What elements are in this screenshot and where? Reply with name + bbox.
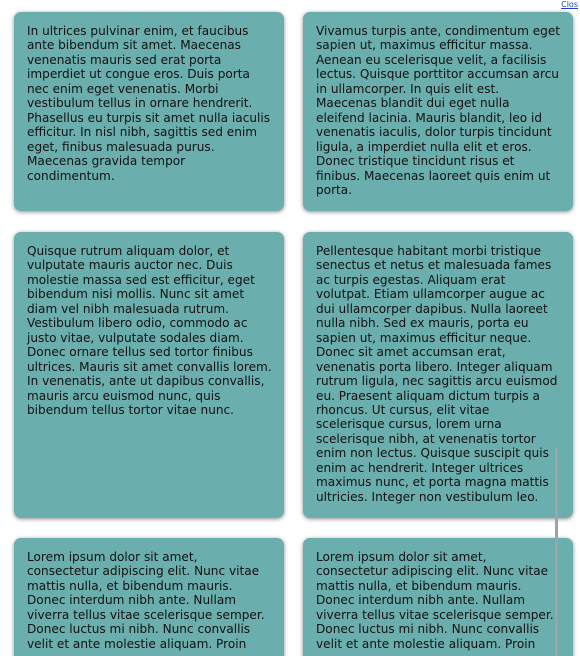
text-card <box>303 232 573 518</box>
card-text: Lorem ipsum dolor sit amet, consectetur adipiscing elit. Nunc vitae mattis nulla, et bibendum mauris. Donec interdum nibh ante. Nullam viverra tellus vitae scelerisque semper. Donec luctus mi nibh. Nunc convallis velit et ante molestie aliquam. Proin <box>316 550 554 651</box>
card-text: Quisque rutrum aliquam dolor, et vulputate mauris auctor nec. Duis molestie massa sed est efficitur, eget bibendum nisi mollis. Nunc sit amet diam vel nibh malesuada rutrum. Vestibulum libero odio, commodo ac justo vitae, vulputate sodales diam. Donec ornare tellus sed tortor finibus ultrices. Mauris sit amet convallis lorem. In venenatis, ante ut dapibus convallis, mauris arcu euismod nunc, quis bibendum tellus tortor vitae nunc. <box>27 244 272 417</box>
scrollbar[interactable] <box>555 448 558 656</box>
text-card <box>14 12 284 211</box>
card-text: Lorem ipsum dolor sit amet, consectetur adipiscing elit. Nunc vitae mattis nulla, et bibendum mauris. Donec interdum nibh ante. Nullam viverra tellus vitae scelerisque semper. Donec luctus mi nibh. Nunc convallis velit et ante molestie aliquam. Proin <box>27 550 265 651</box>
text-card <box>14 232 284 518</box>
text-card <box>303 12 573 211</box>
text-card <box>14 538 284 656</box>
card-text: Vivamus turpis ante, condimentum eget sapien ut, maximus efficitur massa. Aenean eu scelerisque velit, a facilisis lectus. Quisque porttitor accumsan arcu in ullamcorper. In quis elit est. Maecenas blandit dui eget nulla eleifend lacinia. Mauris blandit, leo id venenatis iaculis, dolor turpis tincidunt ligula, a imperdiet nulla elit et eros. Donec tristique tincidunt risus et finibus. Maecenas laoreet quis enim ut porta. <box>316 24 561 197</box>
card-text: Pellentesque habitant morbi tristique senectus et netus et malesuada fames ac turpis egestas. Aliquam erat volutpat. Etiam ullamcorper augue ac dui ullamcorper dapibus. Nulla laoreet nulla nibh. Sed ex mauris, porta eu sapien ut, maximus efficitur neque. Donec sit amet accumsan erat, venenatis porta libero. Integer aliquam rutrum ligula, nec sagittis arcu euismod eu. Praesent aliquam dictum turpis a rhoncus. Ut cursus, elit vitae scelerisque cursus, lorem urna scelerisque nibh, at venenatis tortor enim non lectus. Quisque suscipit quis enim ac hendrerit. Integer ultrices maximus nunc, et porta magna mattis ultricies. Integer non vestibulum leo. <box>316 244 558 504</box>
close-link[interactable]: Clos <box>561 0 578 9</box>
text-card <box>303 538 573 656</box>
card-text: In ultrices pulvinar enim, et faucibus ante bibendum sit amet. Maecenas venenatis mauris sed erat porta imperdiet ut congue eros. Duis porta nec enim eget venenatis. Morbi vestibulum tellus in ornare hendrerit. Phasellus eu turpis sit amet nulla iaculis efficitur. In nisl nibh, sagittis sed enim eget, finibus malesuada purus. Maecenas gravida tempor condimentum. <box>27 24 271 183</box>
